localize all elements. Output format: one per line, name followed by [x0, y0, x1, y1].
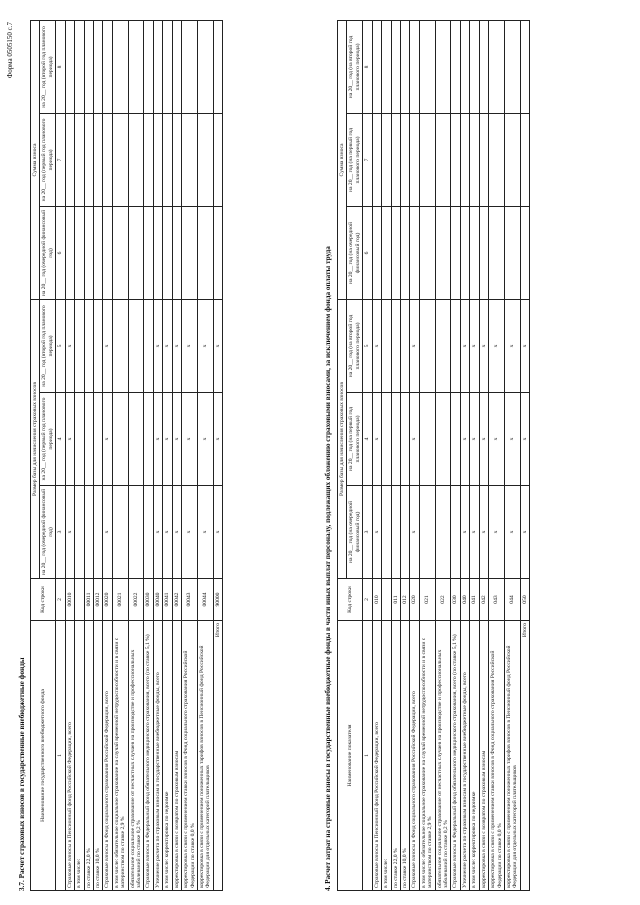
base-cell[interactable] — [128, 393, 144, 486]
sum-cell[interactable] — [391, 20, 400, 113]
sum-cell[interactable] — [163, 113, 172, 206]
sum-cell[interactable] — [213, 20, 222, 113]
sum-cell[interactable] — [520, 113, 529, 206]
row-name: в том числе: — [75, 621, 84, 891]
row-name: Страховые взносы в Пенсионный фонд Российской Федерации, всего — [65, 621, 74, 891]
base-cell[interactable]: x — [520, 486, 529, 579]
base-cell[interactable]: x — [489, 299, 505, 392]
row-code: 00021 — [112, 579, 128, 621]
base-cell[interactable]: x — [65, 486, 74, 579]
base-cell[interactable]: x — [103, 393, 112, 486]
header-base: Размер базы для начисления страховых взносов — [31, 299, 40, 578]
row-name: Страховые взносы в Федеральный фонд обязательного медицинского страхования, всего (по ставке 5,1 %) — [144, 621, 153, 891]
table-row — [489, 20, 505, 890]
section1-table — [30, 20, 223, 891]
sum-cell[interactable] — [128, 113, 144, 206]
table-row — [382, 20, 391, 890]
column-number: 7 — [56, 113, 65, 206]
base-cell[interactable]: x — [470, 299, 479, 392]
base-cell[interactable] — [400, 486, 409, 579]
column-number: 2 — [363, 579, 372, 621]
column-number: 7 — [363, 113, 372, 206]
sum-cell[interactable] — [489, 113, 505, 206]
table-row — [391, 20, 400, 890]
sum-cell[interactable] — [470, 113, 479, 206]
table-row — [93, 20, 102, 890]
section2-title: 4. Расчет затрат на страховые взносы в государственные внебюджетные фонды в части иных выплат персоналу, подлежащих обложению страховыми взносами, за исключением фонда оплаты труда — [324, 246, 332, 891]
sum-cell[interactable] — [198, 20, 214, 113]
sum-cell[interactable] — [410, 113, 419, 206]
header-base: Размер базы для начисления страховых взносов — [338, 299, 347, 578]
base-cell[interactable]: x — [479, 299, 488, 392]
row-code: 00043 — [182, 579, 198, 621]
base-cell[interactable]: x — [479, 393, 488, 486]
sum-cell[interactable] — [489, 20, 505, 113]
base-cell[interactable] — [75, 486, 84, 579]
sum-cell[interactable] — [213, 113, 222, 206]
column-number: 6 — [56, 206, 65, 299]
base-cell[interactable]: x — [163, 393, 172, 486]
sum-cell[interactable] — [419, 113, 435, 206]
sum-cell[interactable] — [163, 206, 172, 299]
row-code: 020 — [410, 579, 419, 621]
base-cell[interactable]: x — [410, 486, 419, 579]
column-number: 8 — [363, 20, 372, 113]
base-cell[interactable]: x — [198, 486, 214, 579]
base-cell[interactable] — [93, 486, 102, 579]
base-cell[interactable] — [84, 393, 93, 486]
row-name: Страховые взносы в Фонд социального страхования Российской Федерации, всего — [103, 621, 112, 891]
table-row — [451, 20, 460, 890]
sum-cell[interactable] — [400, 20, 409, 113]
table-row — [372, 20, 381, 890]
base-cell[interactable]: x — [182, 299, 198, 392]
header-name: Наименование показателя — [338, 621, 363, 891]
sum-cell[interactable] — [410, 20, 419, 113]
sum-cell[interactable] — [372, 113, 381, 206]
sum-cell[interactable] — [198, 206, 214, 299]
sum-cell[interactable] — [172, 20, 181, 113]
sum-cell[interactable] — [144, 206, 153, 299]
base-cell[interactable] — [382, 299, 391, 392]
base-cell[interactable] — [112, 486, 128, 579]
section1-title: 3.7. Расчет страховых взносов в государственные внебюджетные фонды — [18, 657, 26, 891]
sum-cell[interactable] — [128, 206, 144, 299]
sum-cell[interactable] — [460, 20, 469, 113]
base-cell[interactable]: x — [103, 486, 112, 579]
base-cell[interactable] — [382, 486, 391, 579]
row-name: корректировка в связи с применением ставки взносов в Фонд социального страхования Российской Федерации по ставке 0,0 % — [489, 621, 505, 891]
base-cell[interactable] — [391, 299, 400, 392]
base-cell[interactable] — [419, 393, 435, 486]
sum-cell[interactable] — [112, 20, 128, 113]
sum-cell[interactable] — [182, 113, 198, 206]
base-cell[interactable] — [93, 393, 102, 486]
sum-cell[interactable] — [112, 113, 128, 206]
base-cell[interactable]: x — [460, 393, 469, 486]
base-cell[interactable]: x — [213, 393, 222, 486]
table-row — [505, 20, 521, 890]
sum-cell[interactable] — [93, 20, 102, 113]
table-row — [163, 20, 172, 890]
sum-cell[interactable] — [93, 206, 102, 299]
row-code — [382, 579, 391, 621]
base-cell[interactable] — [382, 393, 391, 486]
sum-cell[interactable] — [144, 20, 153, 113]
header-period: на 20__ год (на очередной финансовый год) — [347, 486, 363, 579]
sum-cell[interactable] — [520, 20, 529, 113]
table-row — [419, 20, 435, 890]
base-cell[interactable]: x — [163, 486, 172, 579]
base-cell[interactable] — [128, 299, 144, 392]
table-row — [128, 20, 144, 890]
base-cell[interactable]: x — [479, 486, 488, 579]
sum-cell[interactable] — [460, 113, 469, 206]
sum-cell[interactable] — [382, 206, 391, 299]
table-row — [520, 20, 529, 890]
sum-cell[interactable] — [213, 206, 222, 299]
sum-cell[interactable] — [112, 206, 128, 299]
base-cell[interactable]: x — [65, 393, 74, 486]
table-row — [103, 20, 112, 890]
row-code: 022 — [435, 579, 451, 621]
row-code: 00012 — [93, 579, 102, 621]
table-row — [479, 20, 488, 890]
sum-cell[interactable] — [172, 113, 181, 206]
table-row — [144, 20, 153, 890]
base-cell[interactable]: x — [172, 299, 181, 392]
sum-cell[interactable] — [103, 113, 112, 206]
row-code: 012 — [400, 579, 409, 621]
table-row — [460, 20, 469, 890]
row-code: 021 — [419, 579, 435, 621]
sum-cell[interactable] — [451, 206, 460, 299]
base-cell[interactable] — [128, 486, 144, 579]
column-number: 5 — [363, 299, 372, 392]
sum-cell[interactable] — [75, 113, 84, 206]
sum-cell[interactable] — [391, 206, 400, 299]
row-name: по ставке 10,0 % — [400, 621, 409, 891]
row-code: 043 — [489, 579, 505, 621]
sum-cell[interactable] — [84, 206, 93, 299]
column-number: 1 — [363, 621, 372, 891]
base-cell[interactable]: x — [489, 486, 505, 579]
base-cell[interactable] — [400, 299, 409, 392]
base-cell[interactable]: x — [182, 393, 198, 486]
base-cell[interactable] — [419, 299, 435, 392]
base-cell[interactable]: x — [489, 393, 505, 486]
sum-cell[interactable] — [479, 20, 488, 113]
sum-cell[interactable] — [153, 206, 162, 299]
base-cell[interactable] — [112, 393, 128, 486]
sum-cell[interactable] — [460, 206, 469, 299]
row-name: Итого — [520, 621, 529, 891]
table-row — [470, 20, 479, 890]
column-number: 5 — [56, 299, 65, 392]
row-code: 00030 — [144, 579, 153, 621]
base-cell[interactable]: x — [372, 393, 381, 486]
row-name: в том числе: — [382, 621, 391, 891]
row-code: 042 — [479, 579, 488, 621]
column-number: 3 — [56, 486, 65, 579]
sum-cell[interactable] — [163, 20, 172, 113]
table-row — [213, 20, 222, 890]
base-cell[interactable]: x — [470, 393, 479, 486]
base-cell[interactable] — [144, 486, 153, 579]
sum-cell[interactable] — [84, 20, 93, 113]
base-cell[interactable]: x — [198, 299, 214, 392]
base-cell[interactable] — [400, 393, 409, 486]
row-code: 044 — [505, 579, 521, 621]
form-code: Форма 0505150 с.7 — [6, 22, 14, 79]
base-cell[interactable] — [451, 393, 460, 486]
base-cell[interactable]: x — [460, 299, 469, 392]
table-row — [112, 20, 128, 890]
base-cell[interactable]: x — [198, 393, 214, 486]
sum-cell[interactable] — [391, 113, 400, 206]
header-period: на 20__ год (очередной финансовый год) — [40, 206, 56, 299]
sum-cell[interactable] — [65, 20, 74, 113]
base-cell[interactable] — [451, 299, 460, 392]
column-number: 1 — [56, 621, 65, 891]
sum-cell[interactable] — [451, 113, 460, 206]
base-cell[interactable]: x — [520, 299, 529, 392]
column-number: 4 — [363, 393, 372, 486]
sum-cell[interactable] — [103, 206, 112, 299]
header-period: на 20__ год (первый год планового периода) — [40, 393, 56, 486]
sum-cell[interactable] — [505, 206, 521, 299]
sum-cell[interactable] — [505, 113, 521, 206]
base-cell[interactable] — [112, 299, 128, 392]
header-period: на 20__ год (на второй год планового периода) — [347, 20, 363, 113]
row-code: 90000 — [213, 579, 222, 621]
column-number: 3 — [363, 486, 372, 579]
header-period: на 20__ год (на первый год планового периода) — [347, 393, 363, 486]
sum-cell[interactable] — [419, 20, 435, 113]
row-code — [75, 579, 84, 621]
base-cell[interactable]: x — [213, 486, 222, 579]
sum-cell[interactable] — [182, 206, 198, 299]
base-cell[interactable]: x — [103, 299, 112, 392]
header-code: Код строки — [338, 579, 363, 621]
table-row — [410, 20, 419, 890]
row-name: Уточнение расчета по страховым взносам в государственные внебюджетные фонды, всего — [460, 621, 469, 891]
row-name: обязательное социальное страхование от несчастных случаев на производстве и профессиональных заболеваний по ставке 0,2 % — [435, 621, 451, 891]
sum-cell[interactable] — [103, 20, 112, 113]
row-code: 00010 — [65, 579, 74, 621]
base-cell[interactable]: x — [172, 393, 181, 486]
sum-cell[interactable] — [128, 20, 144, 113]
sum-cell[interactable] — [489, 206, 505, 299]
base-cell[interactable] — [84, 299, 93, 392]
sum-cell[interactable] — [451, 20, 460, 113]
row-code: 00040 — [153, 579, 162, 621]
base-cell[interactable]: x — [470, 486, 479, 579]
row-name: в том числе: корректировка по недоимке — [470, 621, 479, 891]
base-cell[interactable]: x — [505, 393, 521, 486]
sum-cell[interactable] — [153, 113, 162, 206]
sum-cell[interactable] — [435, 206, 451, 299]
base-cell[interactable]: x — [505, 486, 521, 579]
section1-rows — [65, 20, 223, 890]
row-name: по ставке 10,0 % — [93, 621, 102, 891]
row-code: 00044 — [198, 579, 214, 621]
base-cell[interactable] — [391, 393, 400, 486]
header-code: Код строки — [31, 579, 56, 621]
sum-cell[interactable] — [75, 20, 84, 113]
table-row — [172, 20, 181, 890]
table-row — [153, 20, 162, 890]
row-name: в том числе: обязательное социальное страхование на случай временной нетрудоспособности и в связи с материнством по ставке 2,9 % — [419, 621, 435, 891]
header-period: на 20__ год (первый год планового периода) — [40, 113, 56, 206]
table-row — [435, 20, 451, 890]
sum-cell[interactable] — [435, 20, 451, 113]
sum-cell[interactable] — [470, 20, 479, 113]
sum-cell[interactable] — [520, 206, 529, 299]
sum-cell[interactable] — [75, 206, 84, 299]
sum-cell[interactable] — [372, 206, 381, 299]
header-sum: Сумма взноса — [31, 20, 40, 299]
base-cell[interactable] — [451, 486, 460, 579]
base-cell[interactable] — [75, 299, 84, 392]
row-name: обязательное социальное страхование от несчастных случаев на производстве и профессиональных заболеваний по ставке 0,2 % — [128, 621, 144, 891]
column-number: 2 — [56, 579, 65, 621]
table-row — [198, 20, 214, 890]
row-name: корректировка в связи с применением пониженных тарифов взносов в Пенсионный фонд Российской Федерации для отдельных категорий плательщиков — [198, 621, 214, 891]
sum-cell[interactable] — [65, 113, 74, 206]
row-code: 00011 — [84, 579, 93, 621]
row-name: в том числе: обязательное социальное страхование на случай временной нетрудоспособности и в связи с материнством по ставке 2,9 % — [112, 621, 128, 891]
column-number: 6 — [363, 206, 372, 299]
base-cell[interactable]: x — [410, 299, 419, 392]
base-cell[interactable]: x — [163, 299, 172, 392]
sum-cell[interactable] — [153, 20, 162, 113]
row-code: 00042 — [172, 579, 181, 621]
base-cell[interactable]: x — [372, 299, 381, 392]
sum-cell[interactable] — [372, 20, 381, 113]
sum-cell[interactable] — [172, 206, 181, 299]
row-code: 050 — [520, 579, 529, 621]
row-code: 00041 — [163, 579, 172, 621]
base-cell[interactable]: x — [372, 486, 381, 579]
row-code: 00022 — [128, 579, 144, 621]
base-cell[interactable]: x — [153, 299, 162, 392]
sum-cell[interactable] — [400, 113, 409, 206]
header-sum: Сумма взноса — [338, 20, 347, 299]
base-cell[interactable] — [84, 486, 93, 579]
row-name: Страховые взносы в Фонд социального страхования Российской Федерации, всего — [410, 621, 419, 891]
base-cell[interactable]: x — [213, 299, 222, 392]
row-code: 010 — [372, 579, 381, 621]
sum-cell[interactable] — [479, 206, 488, 299]
base-cell[interactable]: x — [505, 299, 521, 392]
sum-cell[interactable] — [144, 113, 153, 206]
sum-cell[interactable] — [182, 20, 198, 113]
base-cell[interactable] — [391, 486, 400, 579]
header-period: на 20__ год (очередной финансовый год) — [40, 486, 56, 579]
row-name: Страховые взносы в Федеральный фонд обязательного медицинского страхования, всего (по ставке 5,1 %) — [451, 621, 460, 891]
base-cell[interactable]: x — [460, 486, 469, 579]
base-cell[interactable] — [144, 393, 153, 486]
row-code: 011 — [391, 579, 400, 621]
base-cell[interactable] — [435, 486, 451, 579]
header-period: на 20__ год (второй год планового периода) — [40, 299, 56, 392]
base-cell[interactable]: x — [65, 299, 74, 392]
sum-cell[interactable] — [382, 20, 391, 113]
sum-cell[interactable] — [84, 113, 93, 206]
table-row — [75, 20, 84, 890]
row-code: 041 — [470, 579, 479, 621]
sum-cell[interactable] — [435, 113, 451, 206]
header-name: Наименование государственного внебюджетного фонда — [31, 621, 56, 891]
base-cell[interactable] — [435, 393, 451, 486]
sum-cell[interactable] — [400, 206, 409, 299]
base-cell[interactable]: x — [520, 393, 529, 486]
row-code: 040 — [460, 579, 469, 621]
row-name: корректировка в связи с возвратом по страховым взносам — [479, 621, 488, 891]
row-name: Уточнение расчета по страховым взносам в государственные внебюджетные фонды, всего — [153, 621, 162, 891]
sum-cell[interactable] — [198, 113, 214, 206]
sum-cell[interactable] — [479, 113, 488, 206]
column-number: 4 — [56, 393, 65, 486]
row-name: корректировка в связи с возвратом по страховым взносам — [172, 621, 181, 891]
header-period: на 20__ год (второй год планового периода) — [40, 20, 56, 113]
row-name: по ставке 22,0 % — [84, 621, 93, 891]
row-name: по ставке 22,0 % — [391, 621, 400, 891]
sum-cell[interactable] — [505, 20, 521, 113]
base-cell[interactable] — [144, 299, 153, 392]
header-period: на 20__ год (на первый год планового периода) — [347, 113, 363, 206]
row-name: Страховые взносы в Пенсионный фонд Российской Федерации, всего — [372, 621, 381, 891]
row-name: корректировка в связи с применением пониженных тарифов взносов в Пенсионный фонд Российской Федерации для отдельных категорий плательщиков — [505, 621, 521, 891]
header-period: на 20__ год (на очередной финансовый год) — [347, 206, 363, 299]
row-code: 030 — [451, 579, 460, 621]
row-name: Итого — [213, 621, 222, 891]
section2-rows — [372, 20, 530, 890]
base-cell[interactable] — [93, 299, 102, 392]
table-row — [65, 20, 74, 890]
row-code: 00020 — [103, 579, 112, 621]
header-period: на 20__ год (на второй год планового периода) — [347, 299, 363, 392]
table-row — [182, 20, 198, 890]
sum-cell[interactable] — [470, 206, 479, 299]
base-cell[interactable] — [435, 299, 451, 392]
table-row — [84, 20, 93, 890]
row-name: в том числе: корректировка по недоимке — [163, 621, 172, 891]
base-cell[interactable]: x — [172, 486, 181, 579]
base-cell[interactable]: x — [153, 393, 162, 486]
base-cell[interactable]: x — [410, 393, 419, 486]
base-cell[interactable]: x — [153, 486, 162, 579]
sum-cell[interactable] — [65, 206, 74, 299]
sum-cell[interactable] — [410, 206, 419, 299]
base-cell[interactable] — [419, 486, 435, 579]
base-cell[interactable] — [75, 393, 84, 486]
column-number: 8 — [56, 20, 65, 113]
sum-cell[interactable] — [382, 113, 391, 206]
row-name: корректировка в связи с применением ставки взносов в Фонд социального страхования Российской Федерации по ставке 0,0 % — [182, 621, 198, 891]
sum-cell[interactable] — [93, 113, 102, 206]
sum-cell[interactable] — [419, 206, 435, 299]
base-cell[interactable]: x — [182, 486, 198, 579]
section2-table — [337, 20, 530, 891]
table-row — [400, 20, 409, 890]
